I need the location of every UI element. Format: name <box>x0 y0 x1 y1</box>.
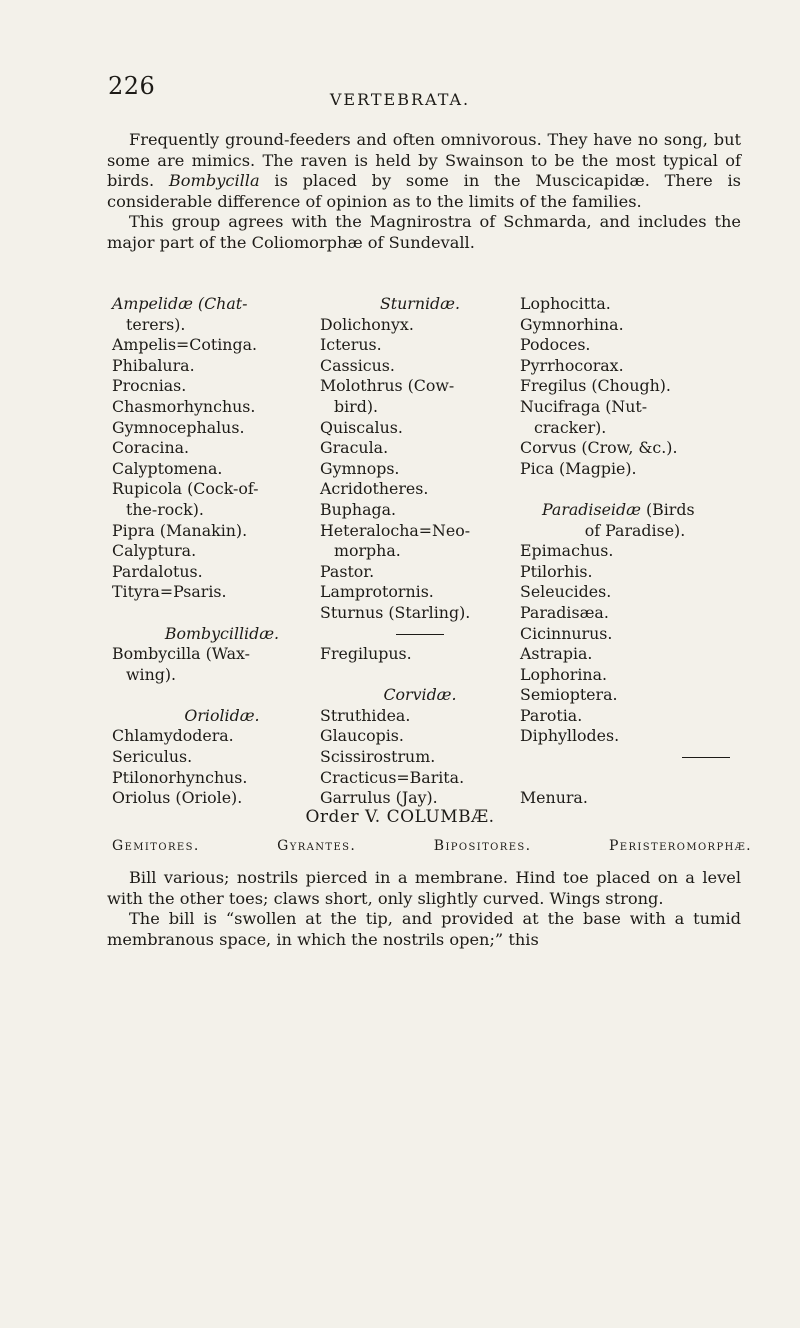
suborder-bipositores: Bipositores. <box>433 838 532 854</box>
genus-entry: bird). <box>334 396 379 416</box>
genus-entry: Cassicus. <box>320 355 395 375</box>
genus-entry: Chlamydodera. <box>112 726 234 746</box>
genus-entry: Gracula. <box>320 438 389 458</box>
family-heading: Paradiseidæ (Birds <box>542 499 695 519</box>
genus-entry: Pica (Magpie). <box>520 458 637 478</box>
family-heading: Bombycillidæ. <box>164 623 280 643</box>
running-head: VERTEBRATA. <box>329 90 471 109</box>
genus-entry: Pardalotus. <box>112 561 203 581</box>
genus-entry: Parotia. <box>520 705 583 725</box>
genus-entry: Gymnops. <box>320 458 400 478</box>
column-spacer <box>112 603 332 624</box>
genus-entry: Ampelis=Cotinga. <box>112 335 258 355</box>
genus-entry: Heteralocha=Neo- <box>320 520 471 540</box>
genus-entry: Tityra=Psaris. <box>112 582 227 602</box>
genus-entry: Epimachus. <box>520 541 614 561</box>
genus-entry: Struthidea. <box>320 705 411 725</box>
family-heading: Ampelidæ (Chat- <box>112 294 248 313</box>
genus-entry: cracker). <box>534 417 607 437</box>
suborder-gemitores: Gemitores. <box>112 838 200 854</box>
genus-entry: Scissirostrum. <box>320 747 436 767</box>
genus-entry: Coracina. <box>112 438 190 458</box>
genus-entry: the-rock). <box>126 499 204 519</box>
suborder-gyrantes: Gyrantes. <box>277 838 357 854</box>
genus-entry: Acridotheres. <box>320 479 429 499</box>
genus-entry: Garrulus (Jay). <box>320 788 438 808</box>
genus-entry: Glaucopis. <box>320 726 404 746</box>
genus-entry: Cicinnurus. <box>520 623 613 643</box>
genus-entry: Fregilus (Chough). <box>520 376 671 396</box>
genus-entry: terers). <box>126 314 186 334</box>
description-paragraph-1: Bill various; nostrils pierced in a membrane. Hind toe placed on a level with the other toes; claws short, only slightly curved. Wings strong. <box>107 868 741 908</box>
genera-column-3 <box>520 294 750 809</box>
genus-entry: Ptilonorhynchus. <box>112 767 248 787</box>
genus-entry: Molothrus (Cow- <box>320 376 455 396</box>
genus-entry: Chasmorhynchus. <box>112 396 256 416</box>
intro-paragraph-1: Frequently ground-feeders and often omnivorous. They have no song, but some are mimics. The raven is held by Swainson to be the most typical of birds. Bombycilla is placed by some in the Muscicapidæ. There is considerable difference of opinion as to the limits of the families. <box>107 130 741 211</box>
genus-entry: of Paradise). <box>584 520 686 540</box>
genus-entry: Corvus (Crow, &c.). <box>520 438 678 458</box>
genus-entry: Pyrrhocorax. <box>520 355 624 375</box>
family-heading: Oriolidæ. <box>184 705 260 725</box>
order-heading: Order V. COLUMBÆ. <box>305 807 495 827</box>
genus-entry: Icterus. <box>320 335 382 355</box>
genus-entry: Pastor. <box>320 561 375 581</box>
genus-entry: Gymnocephalus. <box>112 417 245 437</box>
genus-entry: Lophorina. <box>520 664 608 684</box>
genus-entry: Lophocitta. <box>520 294 611 313</box>
genus-entry: Dolichonyx. <box>320 314 414 334</box>
order-description <box>107 868 741 950</box>
column-spacer <box>320 665 520 686</box>
genus-entry: Astrapia. <box>520 644 593 664</box>
family-heading: Sturnidæ. <box>379 294 461 313</box>
genus-entry: Calyptura. <box>112 541 197 561</box>
genus-entry: Buphaga. <box>320 499 397 519</box>
column-rule <box>520 747 750 768</box>
genus-entry: Bombycilla (Wax- <box>112 644 250 664</box>
genus-entry: wing). <box>126 664 177 684</box>
genus-entry: Semioptera. <box>520 685 618 705</box>
genus-entry: Quiscalus. <box>320 417 403 437</box>
genus-entry: Gymnorhina. <box>520 314 624 334</box>
suborder-peristeromorphae: Peristeromorphæ. <box>608 838 752 854</box>
genus-entry: Rupicola (Cock-of- <box>112 479 259 499</box>
genus-entry: Ptilorhis. <box>520 561 593 581</box>
page-number: 226 <box>108 72 156 100</box>
genera-column-1 <box>112 294 332 809</box>
column-spacer <box>112 685 332 706</box>
genus-entry: Phibalura. <box>112 355 195 375</box>
family-name: Paradiseidæ <box>542 499 641 519</box>
genus-entry: Calyptomena. <box>112 458 223 478</box>
intro-text <box>107 130 741 253</box>
genera-column-2 <box>320 294 520 809</box>
genus-entry: Menura. <box>520 788 588 808</box>
genus-entry: Paradisæa. <box>520 602 609 622</box>
genus-entry: Seleucides. <box>520 582 612 602</box>
family-heading: Corvidæ. <box>383 685 457 705</box>
genus-entry: Procnias. <box>112 376 187 396</box>
genus-entry: Podoces. <box>520 335 591 355</box>
genus-entry: Cracticus=Barita. <box>320 767 465 787</box>
description-paragraph-2: The bill is “swollen at the tip, and provided at the base with a tumid membranous space, in which the nostrils open;” this <box>107 909 741 949</box>
genus-entry: Pipra (Manakin). <box>112 520 248 540</box>
genus-entry: morpha. <box>334 541 401 561</box>
column-rule <box>320 624 520 645</box>
column-spacer <box>520 768 750 789</box>
genus-entry: Sturnus (Starling). <box>320 602 471 622</box>
suborder-list <box>112 838 752 854</box>
genus-entry: Fregilupus. <box>320 644 412 664</box>
genus-entry: Oriolus (Oriole). <box>112 788 243 808</box>
genus-entry: Lamprotornis. <box>320 582 434 602</box>
column-spacer <box>520 479 750 500</box>
intro-paragraph-2: This group agrees with the Magnirostra of Schmarda, and includes the major part of the Coliomorphæ of Sundevall. <box>107 212 741 252</box>
genus-entry: Nucifraga (Nut- <box>520 396 648 416</box>
genus-entry: Diphyllodes. <box>520 726 620 746</box>
genus-entry: Sericulus. <box>112 747 193 767</box>
